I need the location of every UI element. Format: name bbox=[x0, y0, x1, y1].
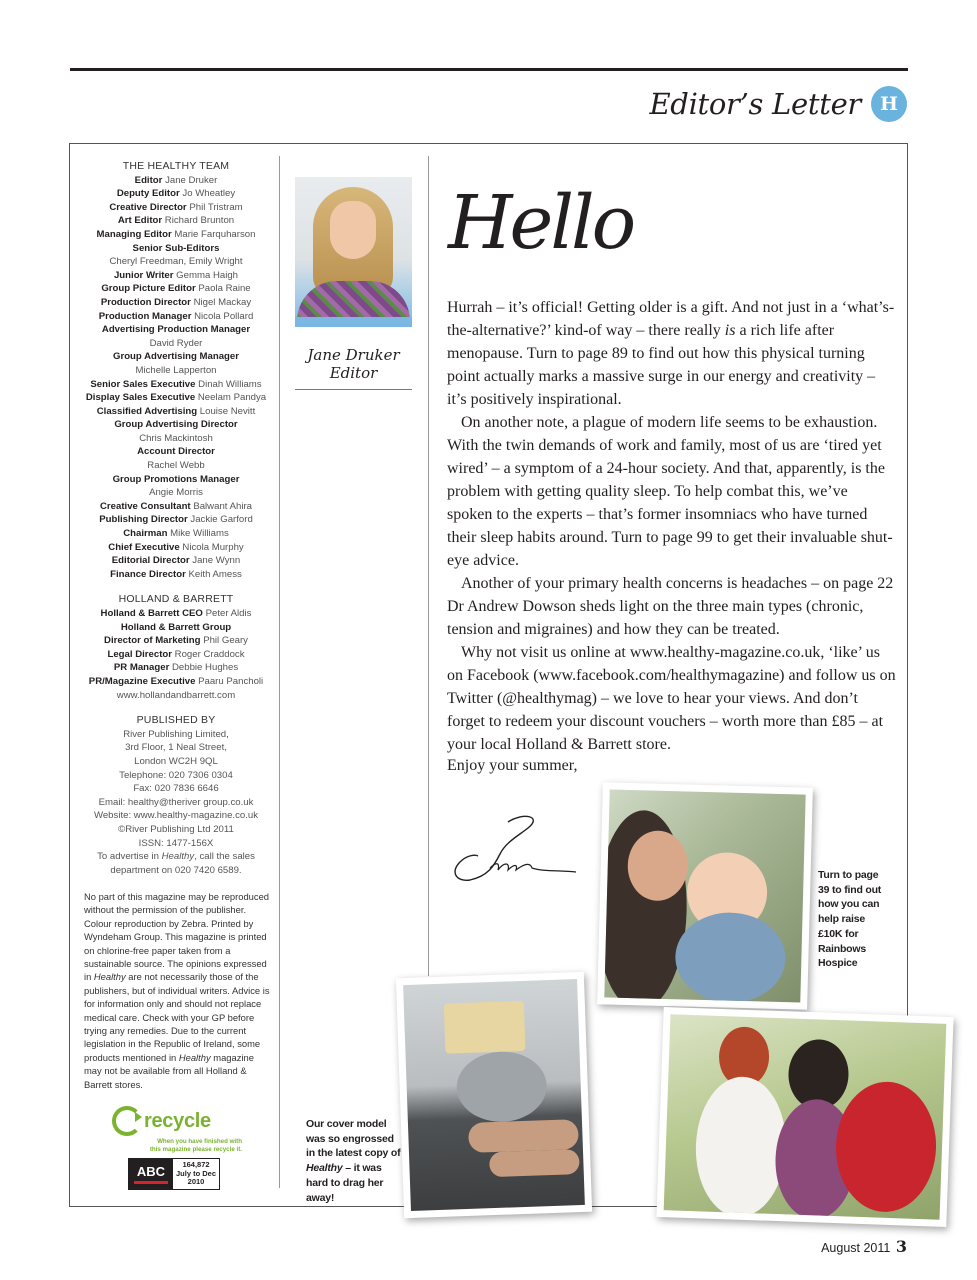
recycle-note: When you have finished with this magazine please recycle it. bbox=[149, 1138, 242, 1153]
letter-greeting: Hello bbox=[448, 180, 634, 266]
editor-signature bbox=[448, 810, 580, 886]
advertise-line: To advertise in Healthy, call the sales department on 020 7420 6589. bbox=[97, 851, 255, 876]
credit-name: Angie Morris bbox=[149, 487, 203, 499]
credit-line: Publishing Director Jackie Garford bbox=[99, 514, 253, 526]
credit-line: Editor Jane Druker bbox=[134, 174, 218, 186]
credit-line: Group Advertising Director bbox=[114, 419, 238, 431]
credit-line: Creative Director Phil Tristram bbox=[109, 201, 243, 213]
publisher-line: Telephone: 020 7306 0304 bbox=[119, 769, 233, 781]
issue-date: August 2011 bbox=[821, 1241, 891, 1255]
credit-line: Production Manager Nicola Pollard bbox=[98, 310, 254, 322]
publisher-line: London WC2H 9QL bbox=[134, 755, 218, 767]
credit-line: Director of Marketing Phil Geary bbox=[104, 635, 248, 647]
caption-rule bbox=[295, 389, 412, 390]
letter-signoff: Enjoy your summer, bbox=[447, 757, 578, 774]
publisher-line: ©River Publishing Ltd 2011 bbox=[118, 823, 234, 835]
credit-line: Advertising Production Manager bbox=[101, 324, 251, 336]
healthy-badge-icon: H bbox=[871, 86, 907, 122]
credit-line: Group Picture Editor Paola Raine bbox=[101, 283, 251, 295]
credit-line: Holland & Barrett Group bbox=[120, 621, 232, 633]
credit-line: Junior Writer Gemma Haigh bbox=[113, 269, 239, 281]
credit-line: Production Director Nigel Mackay bbox=[100, 296, 252, 308]
section-header bbox=[649, 86, 907, 122]
credit-line: Legal Director Roger Craddock bbox=[107, 648, 245, 660]
credit-name: Cheryl Freedman, Emily Wright bbox=[109, 256, 243, 268]
cover-callout: Our cover model was so engrossed in the latest copy of Healthy – it was hard to drag her away! bbox=[306, 1118, 401, 1204]
credit-line: Creative Consultant Balwant Ahira bbox=[100, 500, 252, 512]
baby-callout: Turn to page 39 to find out how you can help raise £10K for Rainbows Hospice bbox=[818, 869, 882, 970]
disclaimer-text: No part of this magazine may be reproduced without the permission of the publisher. Colour reproduction by Zebra. Printed by Wyndeham Group. This magazine is printed on chlorine-free paper taken from a sustainable source. The opinions expressed in Healthy are not necessarily those of the publishers, but of individual writers. Advice is for information only and should not replace medical care. Check with your GP before trying any remedies. Due to the current legislation in the Republic of Ireland, some products mentioned in Healthy magazine may not be available from all Holland & Barrett stores. bbox=[84, 891, 270, 1090]
hb-website-link[interactable]: www.hollandandbarrett.com bbox=[116, 689, 236, 701]
publisher-heading: PUBLISHED BY bbox=[136, 714, 216, 727]
credit-line: Art Editor Richard Brunton bbox=[117, 215, 235, 227]
credit-line: Managing Editor Marie Farquharson bbox=[96, 228, 256, 240]
publisher-website: Website: www.healthy-magazine.co.uk bbox=[93, 810, 259, 822]
credit-name: Rachel Webb bbox=[147, 460, 205, 472]
column-divider-left bbox=[279, 156, 280, 1188]
abc-logo: ABC bbox=[129, 1159, 173, 1189]
credit-line: PR Manager Debbie Hughes bbox=[113, 662, 239, 674]
letter-body bbox=[447, 296, 897, 756]
publisher-email: Email: healthy@theriver group.co.uk bbox=[98, 796, 254, 808]
page-folio bbox=[821, 1237, 907, 1256]
credit-line: Chairman Mike Williams bbox=[123, 528, 229, 540]
column-divider-right bbox=[428, 156, 429, 976]
hb-heading: HOLLAND & BARRETT bbox=[118, 593, 234, 606]
group-photo bbox=[656, 1007, 953, 1227]
credit-line: Editorial Director Jane Wynn bbox=[111, 555, 241, 567]
team-heading: THE HEALTHY TEAM bbox=[122, 160, 230, 172]
recycle-icon bbox=[112, 1106, 142, 1136]
editor-caption bbox=[295, 346, 412, 382]
editor-name: Jane Druker bbox=[307, 346, 400, 364]
credit-line: Senior Sub-Editors bbox=[132, 242, 220, 254]
letter-paragraph: Why not visit us online at www.healthy-magazine.co.uk, ‘like’ us on Facebook (www.facebook.com/healthymagazine) and follow us on Twitter (@healthymag) – we love to hear your views. And don’t forget to redeem your discount vouchers – worth more than £85 – at your local Holland & Barrett store. bbox=[447, 644, 896, 753]
letter-paragraph: Hurrah – it’s official! Getting older is a gift. And not just in a ‘what’s-the-alternative?’ kind-of way – there really is a rich life after menopause. Turn to page 89 to find out how this physical turning point actually marks a massive surge in our energy and creativity – it’s positively inspirational. bbox=[447, 299, 895, 408]
credit-line: Group Promotions Manager bbox=[112, 473, 240, 485]
credit-line: Classified Advertising Louise Nevitt bbox=[96, 405, 256, 417]
credit-line: Deputy Editor Jo Wheatley bbox=[116, 188, 236, 200]
publisher-line: 3rd Floor, 1 Neal Street, bbox=[125, 742, 227, 754]
top-rule bbox=[70, 68, 908, 71]
publisher-line: River Publishing Limited, bbox=[123, 728, 229, 740]
abc-badge bbox=[128, 1158, 220, 1190]
credit-line: Finance Director Keith Amess bbox=[110, 568, 242, 580]
editor-role: Editor bbox=[329, 364, 378, 382]
letter-paragraph: Another of your primary health concerns is headaches – on page 22 Dr Andrew Dowson sheds light on the three main types (chronic, tension and migraines) and how they can be treated. bbox=[447, 575, 894, 638]
credit-line: PR/Magazine Executive Paaru Pancholi bbox=[88, 675, 264, 687]
credit-name: David Ryder bbox=[149, 337, 203, 349]
abc-circulation: 164,872 July to Dec 2010 bbox=[175, 1160, 216, 1187]
credit-name: Chris Mackintosh bbox=[139, 432, 213, 444]
credit-line: Senior Sales Executive Dinah Williams bbox=[90, 378, 262, 390]
page-number: 3 bbox=[895, 1237, 907, 1256]
baby-photo bbox=[597, 782, 813, 1009]
publisher-line: Fax: 020 7836 6646 bbox=[133, 783, 219, 795]
credit-line: Holland & Barrett CEO Peter Aldis bbox=[100, 608, 252, 619]
editor-portrait bbox=[295, 177, 412, 327]
credit-line: Account Director bbox=[137, 446, 215, 458]
credits-column bbox=[78, 160, 274, 877]
cover-model-photo bbox=[396, 972, 592, 1218]
recycle-logo bbox=[112, 1106, 242, 1153]
credit-line: Group Advertising Manager bbox=[113, 351, 239, 363]
credit-name: Michelle Lapperton bbox=[135, 364, 217, 376]
publisher-line: ISSN: 1477-156X bbox=[138, 837, 214, 849]
letter-paragraph: On another note, a plague of modern life seems to be exhaustion. With the twin demands of work and family, most of us are ‘tired yet wired’ – a symptom of a 24-hour society. And that, apparently, is the problem with getting quality sleep. To help combat this, we’ve spoken to the experts – that’s former insomniacs who have turned their sleep habits around. Turn to page 99 to get their invaluable shut-eye advice. bbox=[447, 414, 893, 569]
credit-line: Chief Executive Nicola Murphy bbox=[108, 541, 244, 553]
recycle-word: recycle bbox=[144, 1109, 211, 1132]
section-title: Editor’s Letter bbox=[649, 87, 861, 121]
credit-line: Display Sales Executive Neelam Pandya bbox=[85, 392, 267, 404]
